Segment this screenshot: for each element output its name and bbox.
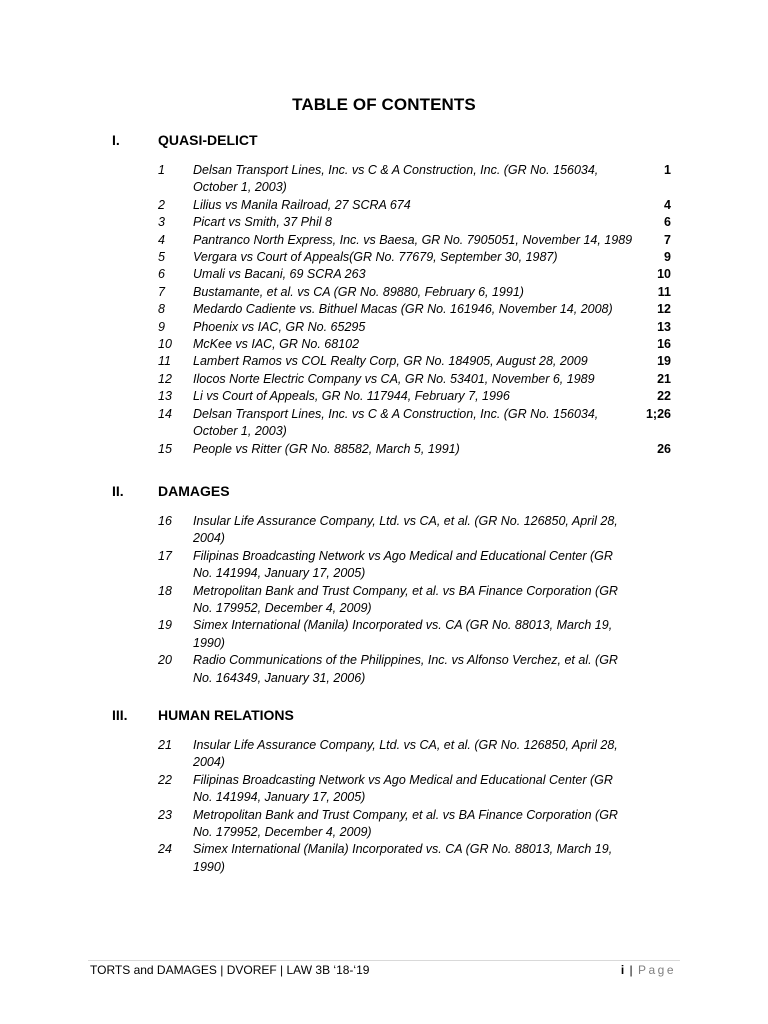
toc-entry — [0, 353, 768, 370]
entry-number: 16 — [158, 514, 172, 528]
footer-course-label: TORTS and DAMAGES | DVOREF | LAW 3B ‘18-‘19 — [90, 963, 370, 977]
toc-entry — [0, 807, 768, 842]
entry-case-title: Simex International (Manila) Incorporated vs. CA (GR No. 88013, March 19, 1990) — [193, 618, 613, 650]
entry-number: 13 — [158, 389, 172, 404]
entry-case-title: Simex International (Manila) Incorporated vs. CA (GR No. 88013, March 19, 1990) — [193, 842, 613, 874]
entry-number: 4 — [158, 232, 165, 247]
entry-case-title: Delsan Transport Lines, Inc. vs C & A Construction, Inc. (GR No. 156034, October 1, 2003) — [193, 406, 599, 439]
entry-case-title: People vs Ritter (GR No. 88582, March 5, 1991) — [193, 441, 460, 456]
section-numeral: II. — [112, 483, 124, 499]
entry-page-number: 7 — [664, 232, 671, 247]
toc-entry — [0, 406, 768, 441]
entry-case-title: Delsan Transport Lines, Inc. vs C & A Construction, Inc. (GR No. 156034, October 1, 2003) — [193, 163, 599, 195]
toc-entry — [0, 214, 768, 231]
toc-entry-list — [0, 513, 768, 687]
toc-entry — [0, 319, 768, 336]
entry-page-number: 9 — [664, 250, 671, 265]
toc-entry — [0, 266, 768, 283]
toc-section — [0, 707, 768, 876]
entry-number: 22 — [158, 772, 172, 787]
toc-entry — [0, 513, 768, 548]
page-footer — [88, 960, 680, 981]
entry-number: 20 — [158, 653, 172, 668]
entry-number: 24 — [158, 842, 172, 857]
entry-case-title: Pantranco North Express, Inc. vs Baesa, GR No. 7905051, November 14, 1989 — [193, 232, 633, 247]
entry-case-title: Umali vs Bacani, 69 SCRA 263 — [193, 267, 366, 282]
section-title: DAMAGES — [158, 483, 230, 499]
toc-entry — [0, 652, 768, 687]
entry-page-number: 11 — [657, 284, 671, 299]
section-heading — [0, 707, 768, 729]
entry-case-title: Filipinas Broadcasting Network vs Ago Medical and Educational Center (GR No. 141994, January 17, 2005) — [193, 548, 613, 581]
entry-number: 21 — [158, 738, 172, 752]
toc-entry — [0, 841, 768, 876]
entry-case-title: Picart vs Smith, 37 Phil 8 — [193, 215, 332, 230]
entry-page-number: 10 — [657, 267, 671, 282]
entry-page-number: 19 — [657, 354, 671, 369]
entry-number: 6 — [158, 267, 165, 282]
entry-case-title: McKee vs IAC, GR No. 68102 — [193, 337, 360, 352]
entry-case-title: Metropolitan Bank and Trust Company, et al. vs BA Finance Corporation (GR No. 179952, December 4, 2009) — [193, 583, 618, 616]
entry-case-title: Bustamante, et al. vs CA (GR No. 89880, February 6, 1991) — [193, 284, 524, 299]
entry-number: 3 — [158, 215, 165, 230]
toc-entry — [0, 284, 768, 301]
section-numeral: III. — [112, 707, 128, 723]
entry-page-number: 4 — [664, 197, 671, 212]
entry-number: 5 — [158, 250, 165, 265]
entry-number: 19 — [158, 618, 172, 633]
entry-page-number: 21 — [657, 371, 671, 386]
entry-number: 10 — [158, 337, 172, 352]
toc-entry — [0, 388, 768, 405]
entry-case-title: Medardo Cadiente vs. Bithuel Macas (GR No. 161946, November 14, 2008) — [193, 302, 613, 317]
entry-number: 15 — [158, 441, 172, 456]
entry-case-title: Radio Communications of the Philippines, Inc. vs Alfonso Verchez, et al. (GR No. 164349, January 31, 2006) — [193, 653, 618, 685]
entry-page-number: 26 — [657, 441, 671, 456]
toc-entry-list — [0, 737, 768, 876]
toc-entry — [0, 583, 768, 618]
section-heading — [0, 483, 768, 505]
entry-number: 9 — [158, 319, 165, 334]
entry-page-number: 6 — [664, 215, 671, 230]
toc-section — [0, 132, 768, 458]
footer-separator: | — [629, 963, 633, 977]
entry-case-title: Lambert Ramos vs COL Realty Corp, GR No. 184905, August 28, 2009 — [193, 354, 588, 369]
section-heading — [0, 132, 768, 154]
entry-number: 7 — [158, 284, 165, 299]
footer-page-word: Page — [637, 963, 676, 977]
section-title: QUASI-DELICT — [158, 132, 258, 148]
section-numeral: I. — [112, 132, 120, 148]
entry-page-number: 22 — [657, 389, 671, 404]
entry-case-title: Lilius vs Manila Railroad, 27 SCRA 674 — [193, 197, 411, 212]
entry-case-title: Filipinas Broadcasting Network vs Ago Medical and Educational Center (GR No. 141994, January 17, 2005) — [193, 772, 613, 805]
toc-entry — [0, 197, 768, 214]
toc-entry — [0, 249, 768, 266]
entry-page-number: 1;26 — [645, 406, 671, 421]
entry-case-title: Ilocos Norte Electric Company vs CA, GR No. 53401, November 6, 1989 — [193, 371, 595, 386]
entry-case-title: Li vs Court of Appeals, GR No. 117944, February 7, 1996 — [193, 389, 510, 404]
footer-page-indicator — [621, 963, 676, 977]
entry-number: 23 — [158, 807, 172, 822]
entry-page-number: 16 — [657, 337, 671, 352]
toc-entry — [0, 772, 768, 807]
entry-number: 14 — [158, 406, 172, 421]
entry-case-title: Vergara vs Court of Appeals(GR No. 77679, September 30, 1987) — [193, 250, 558, 265]
footer-page-number: i — [620, 963, 625, 977]
toc-entry — [0, 617, 768, 652]
entry-case-title: Metropolitan Bank and Trust Company, et al. vs BA Finance Corporation (GR No. 179952, December 4, 2009) — [193, 807, 618, 840]
entry-number: 8 — [158, 302, 165, 317]
page-title: TABLE OF CONTENTS — [292, 95, 476, 114]
section-title: HUMAN RELATIONS — [158, 707, 294, 723]
toc-entry — [0, 737, 768, 772]
entry-page-number: 13 — [657, 319, 671, 334]
toc-entry — [0, 548, 768, 583]
entry-number: 11 — [158, 354, 171, 369]
toc-entry — [0, 301, 768, 318]
entry-number: 12 — [158, 371, 172, 386]
entry-case-title: Phoenix vs IAC, GR No. 65295 — [193, 319, 366, 334]
entry-number: 2 — [158, 197, 165, 212]
toc-entry — [0, 371, 768, 388]
toc-entry — [0, 232, 768, 249]
entry-number: 17 — [158, 548, 172, 563]
entry-page-number: 1 — [664, 163, 671, 177]
toc-entry-list — [0, 162, 768, 458]
toc-section — [0, 483, 768, 687]
toc-entry — [0, 336, 768, 353]
toc-entry — [0, 162, 768, 197]
entry-case-title: Insular Life Assurance Company, Ltd. vs CA, et al. (GR No. 126850, April 28, 2004) — [193, 514, 618, 546]
entry-page-number: 12 — [657, 302, 671, 317]
entry-number: 1 — [158, 163, 165, 177]
toc-entry — [0, 441, 768, 458]
entry-case-title: Insular Life Assurance Company, Ltd. vs CA, et al. (GR No. 126850, April 28, 2004) — [193, 738, 618, 770]
entry-number: 18 — [158, 583, 172, 598]
